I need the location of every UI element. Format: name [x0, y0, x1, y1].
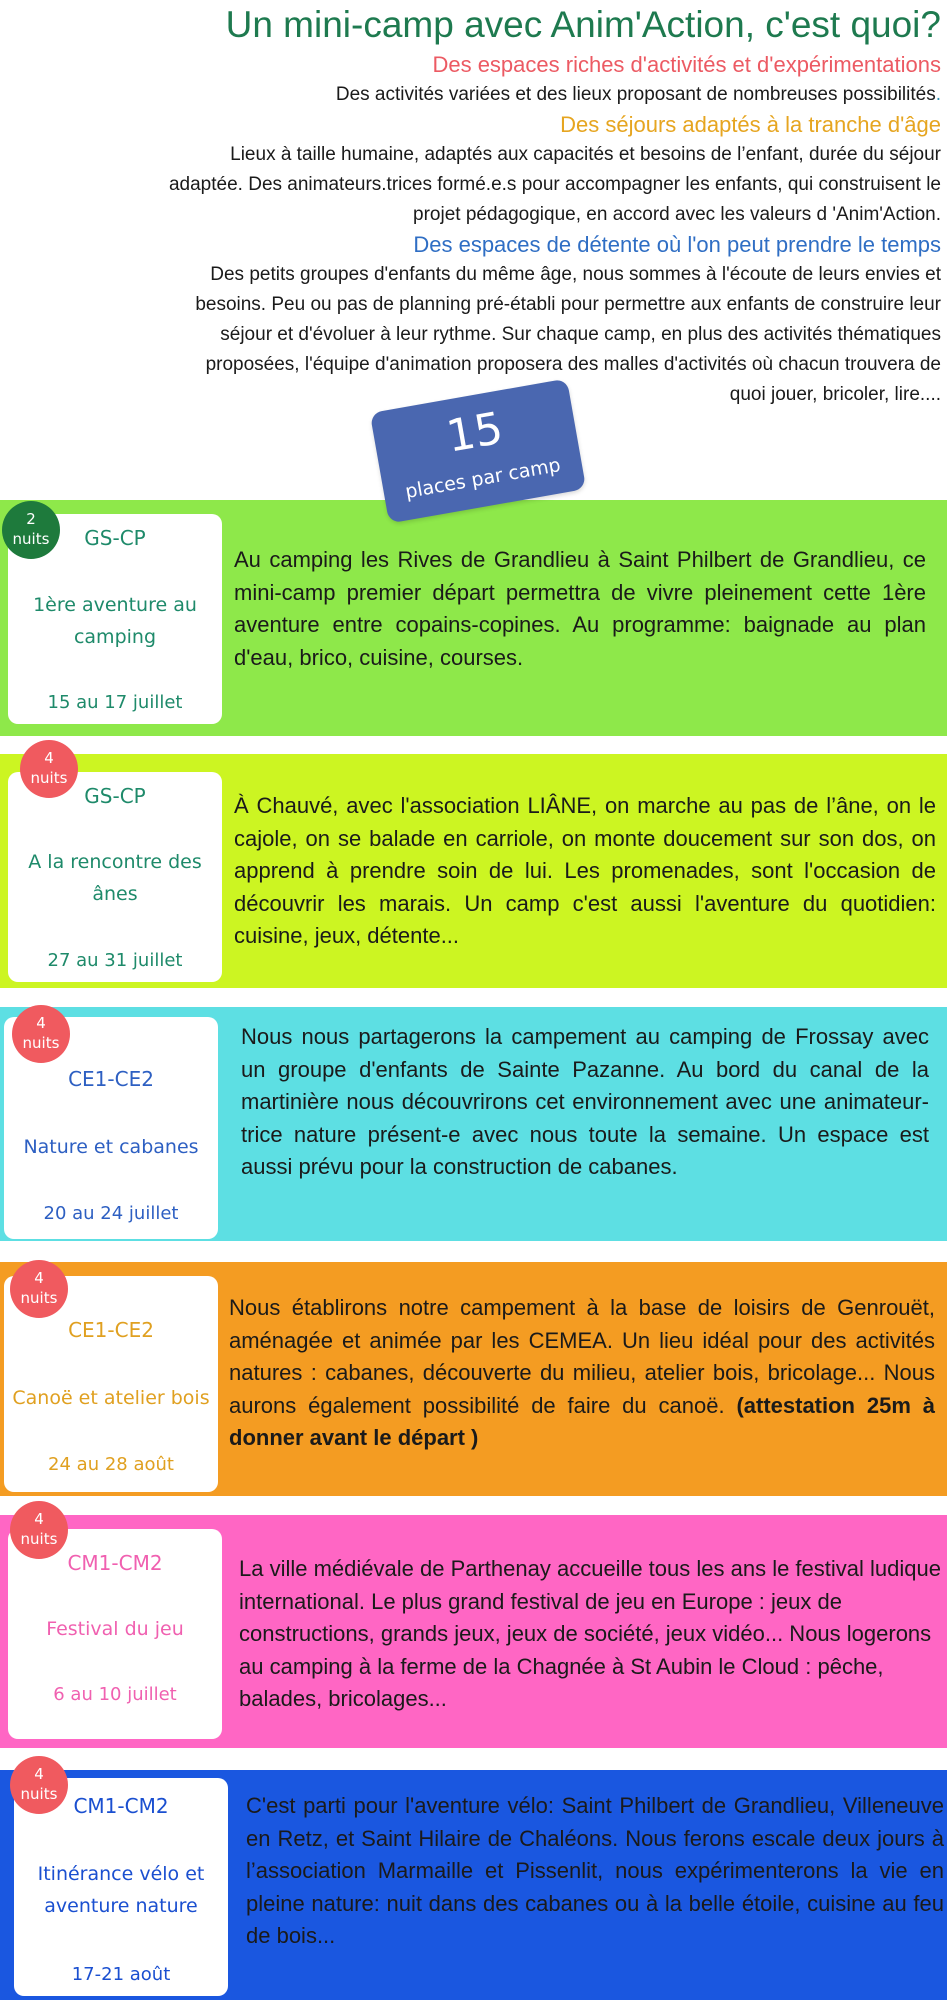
intro-section — [16, 0, 941, 410]
camp-description — [234, 790, 936, 953]
relax-line-2: besoins. Peu ou pas de planning pré-établi pour permettre aux enfants de construire leur — [195, 294, 941, 315]
relax-line-1: Des petits groupes d'enfants du même âge, nous sommes à l'écoute de leurs envies et — [210, 264, 941, 285]
camp-description — [234, 544, 926, 674]
camp-dates: 6 au 10 juillet — [53, 1684, 177, 1705]
camp-description — [229, 1292, 935, 1455]
camp-band-2 — [0, 749, 947, 988]
camp-description-bold: (attestation 25m à donner avant le départ ) — [229, 1392, 935, 1450]
camp-description-text: Nous établirons notre campement à la base de loisirs de Genrouët, aménagée et animée par les CEMEA. Un lieu idéal pour des activités natures : cabanes, découverte du milieu, atelier bois, bricolage... Nous aurons également possibilité de faire du canoë. — [229, 1295, 935, 1418]
camp-name-line-1: Canoë et atelier bois — [12, 1387, 210, 1409]
places-label: places par camp — [403, 454, 563, 504]
camp-dates: 27 au 31 juillet — [47, 950, 183, 971]
camp-grade: CM1-CM2 — [67, 1551, 163, 1575]
camp-band-4 — [0, 1262, 947, 1496]
heading-age-adapted: Des séjours adaptés à la tranche d'âge — [560, 112, 941, 137]
camp-description — [241, 1021, 929, 1184]
heading-relax: Des espaces de détente où l'on peut prendre le temps — [413, 232, 941, 257]
camp-dates: 17-21 août — [71, 1964, 171, 1985]
nights-badge — [2, 501, 60, 559]
camp-name-line-1: Itinérance vélo et — [37, 1863, 205, 1885]
camp-band-6 — [0, 1765, 947, 2000]
nights-count: 4 — [34, 1510, 44, 1528]
camp-description-text: Nous nous partagerons la campement au camping de Frossay avec un groupe d'enfants de Sainte Pazanne. Au bord du canal de la martinière nous découvrirons cet environnement avec une animateur-trice nature présent-e avec nous toute la semaine. Un espace est aussi prévu pour la construction de cabanes. — [241, 1024, 929, 1179]
camp-description-text: Au camping les Rives de Grandlieu à Saint Philbert de Grandlieu, ce mini-camp premier départ permettra de vivre pleinement cette 1ère aventure entre copains-copines. Au programme: baignade au plan d'eau, brico, cuisine, courses. — [234, 547, 926, 670]
nights-label: nuits — [30, 769, 68, 787]
age-adapted-line-3: projet pédagogique, en accord avec les valeurs d 'Anim'Action. — [413, 204, 941, 225]
nights-label: nuits — [20, 1530, 58, 1548]
age-adapted-line-1: Lieux à taille humaine, adaptés aux capacités et besoins de l’enfant, durée du séjour — [230, 144, 941, 165]
camp-name-line-1: 1ère aventure au — [33, 594, 197, 616]
camp-band-5 — [0, 1510, 947, 1748]
nights-label: nuits — [20, 1785, 58, 1803]
heading-activities: Des espaces riches d'activités et d'expérimentations — [432, 52, 941, 77]
nights-count: 4 — [34, 1269, 44, 1287]
camp-grade: GS-CP — [84, 526, 146, 550]
page-title: Un mini-camp avec Anim'Action, c'est quoi? — [225, 4, 941, 45]
camp-description — [239, 1553, 942, 1716]
camp-description-text: La ville médiévale de Parthenay accueille tous les ans le festival ludique international. Le plus grand festival de jeu en Europe : jeux de constructions, grands jeux, jeux de société, jeux vidéo... Nous logerons au camping à la ferme de la Chagnée à St Aubin le Cloud : pêche, balades, bricolages... — [239, 1556, 941, 1711]
camp-description-text: C'est parti pour l'aventure vélo: Saint Philbert de Grandlieu, Villeneuve en Retz, et Saint Hilaire de Chaléons. Nous ferons escale deux jours à l’association Marmaille et Pissenlit, nous expérimenterons la vie en pleine nature: nuit dans des cabanes ou à la belle étoile, cuisine au feu de bois... — [246, 1793, 944, 1948]
nights-label: nuits — [12, 530, 50, 548]
camp-grade: CE1-CE2 — [68, 1318, 154, 1342]
camp-grade: CM1-CM2 — [73, 1794, 169, 1818]
places-number: 15 — [442, 402, 507, 463]
camp-dates: 24 au 28 août — [48, 1454, 174, 1475]
relax-line-5: quoi jouer, bricoler, lire.... — [729, 384, 941, 405]
nights-label: nuits — [22, 1034, 60, 1052]
camp-band-1 — [0, 500, 947, 736]
relax-line-4: proposées, l'équipe d'animation proposera des malles d'activités où chacun trouvera de — [205, 354, 941, 375]
camp-band-3 — [0, 1007, 947, 1241]
camp-dates: 15 au 17 juillet — [47, 692, 183, 713]
camp-name-line-1: A la rencontre des — [28, 851, 202, 873]
nights-badge — [10, 1260, 68, 1318]
nights-count: 4 — [36, 1014, 46, 1032]
nights-badge — [12, 1005, 70, 1063]
camp-card — [8, 772, 222, 982]
camp-dates: 20 au 24 juillet — [43, 1203, 179, 1224]
activities-text-end: . — [935, 84, 941, 105]
nights-badge — [10, 1756, 68, 1814]
nights-badge — [20, 740, 78, 798]
camp-grade: CE1-CE2 — [68, 1067, 154, 1091]
camp-description — [246, 1790, 944, 1953]
nights-badge — [10, 1501, 68, 1559]
camp-grade: GS-CP — [84, 784, 146, 808]
camp-name-line-2: ânes — [92, 883, 138, 905]
camp-card — [8, 1529, 222, 1739]
nights-count: 2 — [26, 510, 36, 528]
nights-count: 4 — [34, 1765, 44, 1783]
camp-description-text: À Chauvé, avec l'association LIÂNE, on marche au pas de l’âne, on le cajole, on se balade en carriole, on monte doucement sur son dos, on apprend à prendre soin de lui. Les promenades, sont l'occasion de découvrir les marais. Un camp c'est aussi l'aventure du quotidien: cuisine, jeux, détente... — [234, 793, 936, 948]
camp-name-line-2: aventure nature — [44, 1895, 198, 1917]
camp-name-line-2: camping — [73, 626, 157, 648]
camp-name-line-1: Festival du jeu — [46, 1618, 184, 1640]
age-adapted-line-2: adaptée. Des animateurs.trices formé.e.s pour accompagner les enfants, qui construisent le — [168, 174, 941, 195]
nights-count: 4 — [44, 749, 54, 767]
activities-text-body: Des activités variées et des lieux proposant de nombreuses possibilités — [335, 84, 936, 105]
nights-label: nuits — [20, 1289, 58, 1307]
relax-line-3: séjour et d'évoluer à leur rythme. Sur chaque camp, en plus des activités thématiques — [220, 324, 941, 345]
camp-name-line-1: Nature et cabanes — [23, 1136, 199, 1158]
activities-text — [16, 80, 941, 110]
